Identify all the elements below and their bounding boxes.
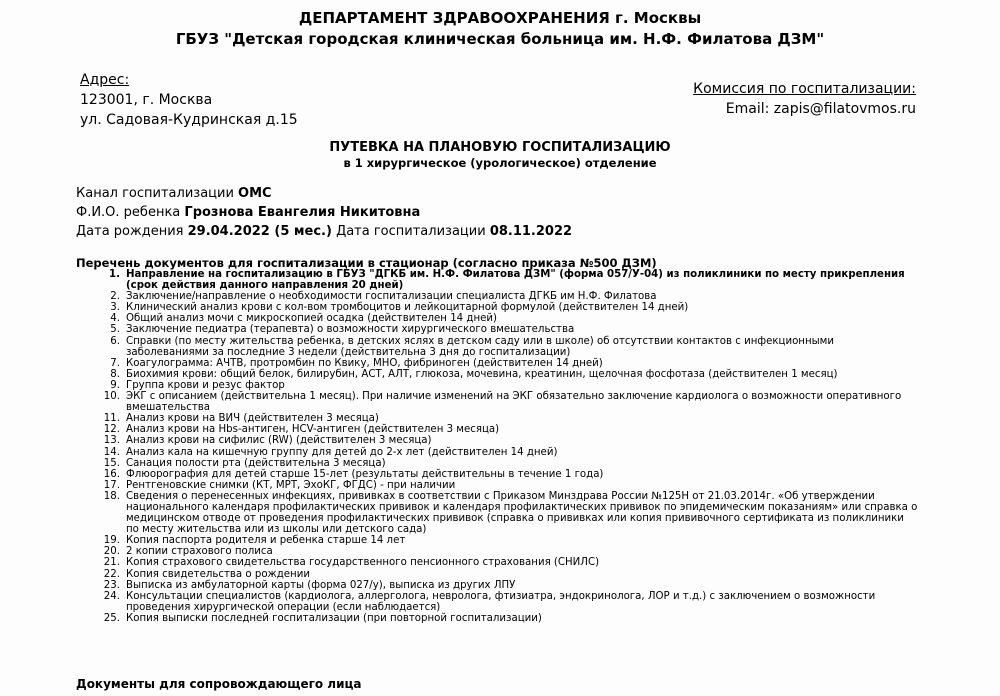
document-item — [90, 413, 920, 424]
document-item — [90, 569, 920, 580]
document-item-text: Группа крови и резус фактор — [126, 379, 285, 391]
document-item — [90, 424, 920, 435]
commission-label: Комиссия по госпитализации: — [693, 81, 916, 97]
document-item-text: Анализ крови на Hbs-антиген, HCV-антиген (действителен 3 месяца) — [126, 424, 500, 436]
document-item — [90, 336, 920, 358]
patient-name-value: Грознова Евангелия Никитовна — [184, 205, 421, 220]
document-item-text: Копия свидетельства о рождении — [126, 568, 310, 580]
document-item-text: Сведения о перенесенных инфекциях, прививках в соответствии с Приказом Минздрава России №125Н от 21.03.2014г. «Об утверждении национального календаря профилактических прививок и календаря профилактических прививок по эпидемическим показаниям» или справка о медицинском отводе от проведения профилактических прививок (справка о прививках или копия прививочного сертификата из поликлиники по месту жительства или из школы или детского сада) — [126, 490, 918, 536]
document-item — [90, 369, 920, 380]
document-item-number: 7. — [110, 357, 120, 369]
document-item-number: 17. — [103, 479, 120, 491]
document-item-number: 12. — [103, 424, 120, 436]
document-item — [90, 447, 920, 458]
document-item-text: Общий анализ мочи с микроскопией осадка (действителен 14 дней) — [126, 313, 497, 325]
documents-list — [90, 269, 920, 624]
channel-label: Канал госпитализации — [76, 186, 234, 201]
document-item-number: 6. — [110, 335, 120, 347]
document-item — [90, 391, 920, 413]
document-item — [90, 358, 920, 369]
dates-row — [76, 224, 572, 239]
document-item-text: Заключение/направление о необходимости госпитализации специалиста ДГКБ им Н.Ф. Филатова — [126, 291, 657, 303]
address-line-1: 123001, г. Москва — [80, 92, 213, 108]
document-item — [90, 324, 920, 335]
document-item-text: Биохимия крови: общий белок, билирубин, АСТ, АЛТ, глюкоза, мочевина, креатинин, щелочная фосфотаза (действителен 1 месяц) — [126, 368, 838, 380]
document-item-number: 5. — [110, 324, 120, 336]
document-item-text: Анализ крови на ВИЧ (действителен 3 месяца) — [126, 413, 379, 425]
document-item-number: 21. — [103, 557, 120, 569]
document-item-text: 2 копии страхового полиса — [126, 546, 273, 558]
document-item — [90, 480, 920, 491]
document-item — [90, 613, 920, 624]
address-line-2: ул. Садовая-Кудринская д.15 — [80, 112, 298, 128]
document-item — [90, 491, 920, 535]
document-item-number: 2. — [110, 291, 120, 303]
document-item — [90, 302, 920, 313]
document-item-text: Направление на госпитализацию в ГБУЗ "ДГКБ им. Н.Ф. Филатова ДЗМ" (форма 057/У-04) из поликлиники по месту прикрепления (срок действия данного направления 20 дней) — [126, 269, 905, 292]
document-item-text: Копия паспорта родителя и ребенка старше 14 лет — [126, 535, 406, 547]
document-item-text: Выписка из амбулаторной карты (форма 027/у), выписка из других ЛПУ — [126, 579, 516, 591]
document-item-text: Анализ крови на сифилис (RW) (действителен 3 месяца) — [126, 435, 432, 447]
document-item — [90, 535, 920, 546]
document-item-number: 11. — [103, 413, 120, 425]
document-item — [90, 557, 920, 568]
document-item — [90, 291, 920, 302]
document-item-number: 9. — [110, 379, 120, 391]
document-item-number: 1. — [109, 269, 120, 280]
document-item-text: Рентгеновские снимки (КТ, МРТ, ЭхоКГ, ФГДС) - при наличии — [126, 479, 456, 491]
document-title: ПУТЕВКА НА ПЛАНОВУЮ ГОСПИТАЛИЗАЦИЮ — [329, 140, 671, 155]
document-item-number: 16. — [103, 468, 120, 480]
commission-block — [693, 79, 916, 119]
document-item — [90, 458, 920, 469]
document-item-number: 8. — [110, 368, 120, 380]
document-item-number: 23. — [103, 579, 120, 591]
document-item — [90, 313, 920, 324]
document-item-text: Коагулограмма: АЧТВ, протромбин по Квику, МНО, фибриноген (действителен 14 дней) — [126, 357, 603, 369]
hospitalization-date-value: 08.11.2022 — [489, 224, 573, 239]
document-item — [90, 380, 920, 391]
channel-row — [76, 186, 272, 201]
document-item-number: 18. — [103, 490, 120, 502]
document-item — [90, 546, 920, 557]
birth-date-value: 29.04.2022 (5 мес.) — [187, 224, 332, 239]
document-item-number: 13. — [103, 435, 120, 447]
document-subtitle: в 1 хирургическое (урологическое) отделение — [343, 156, 657, 170]
document-item-number: 24. — [103, 590, 120, 602]
commission-email: Email: zapis@filatovmos.ru — [725, 101, 916, 117]
document-item-text: Анализ кала на кишечную группу для детей до 2-х лет (действителен 14 дней) — [126, 446, 558, 458]
document-item — [90, 580, 920, 591]
hospital-header: ГБУЗ "Детская городская клиническая больница им. Н.Ф. Филатова ДЗМ" — [175, 30, 825, 48]
address-label: Адрес: — [80, 72, 130, 88]
document-item — [90, 435, 920, 446]
document-item-text: Копия выписки последней госпитализации (при повторной госпитализации) — [126, 612, 542, 624]
document-item-text: Справки (по месту жительства ребенка, в детских яслях в детском саду или в школе) об отсутствии контактов с инфекционными заболеваниями за последние 3 недели (действительна 3 дня до госпитализации) — [126, 335, 834, 358]
patient-name-row — [76, 205, 420, 220]
document-item-number: 15. — [103, 457, 120, 469]
hospitalization-date-label: Дата госпитализации — [336, 224, 486, 239]
companion-heading: Документы для сопровождающего лица — [76, 677, 362, 691]
document-item-text: Консультации специалистов (кардиолога, аллерголога, невролога, фтизиатра, эндокринолога, ЛОР и т.д.) с заключением о возможности проведения хирургической операции (если наблюдается) — [126, 590, 876, 613]
document-item-text: Копия страхового свидетельства государственного пенсионного страхования (СНИЛС) — [126, 557, 600, 569]
document-item — [90, 591, 920, 613]
document-item-number: 20. — [103, 546, 120, 558]
document-item — [90, 469, 920, 480]
department-header: ДЕПАРТАМЕНТ ЗДРАВООХРАНЕНИЯ г. Москвы — [298, 9, 702, 27]
document-item-text: Флюорография для детей старше 15-лет (результаты действительны в течение 1 года) — [126, 468, 604, 480]
document-item-number: 25. — [103, 612, 120, 624]
document-item-number: 3. — [110, 302, 120, 314]
document-item-text: Клинический анализ крови с кол-вом тромбоцитов и лейкоцитарной формулой (действителен 14 дней) — [126, 302, 689, 314]
address-block — [80, 70, 298, 130]
document-item-number: 22. — [103, 568, 120, 580]
document-item-number: 14. — [103, 446, 120, 458]
channel-value: ОМС — [238, 186, 272, 201]
document-item — [90, 269, 920, 291]
patient-name-label: Ф.И.О. ребенка — [76, 205, 181, 220]
document-item-text: Заключение педиатра (терапевта) о возможности хирургического вмешательства — [126, 324, 575, 336]
document-item-number: 19. — [103, 535, 120, 547]
document-item-number: 4. — [110, 313, 120, 325]
document-item-text: Санация полости рта (действительна 3 месяца) — [126, 457, 386, 469]
document-item-number: 10. — [103, 391, 120, 403]
birth-date-label: Дата рождения — [76, 224, 184, 239]
documents-heading: Перечень документов для госпитализации в стационар (согласно приказа №500 ДЗМ) — [76, 256, 657, 270]
document-item-text: ЭКГ с описанием (действительна 1 месяц). При наличие изменений на ЭКГ обязательно заключение кардиолога о возможности оперативного вмешательства — [126, 391, 902, 414]
